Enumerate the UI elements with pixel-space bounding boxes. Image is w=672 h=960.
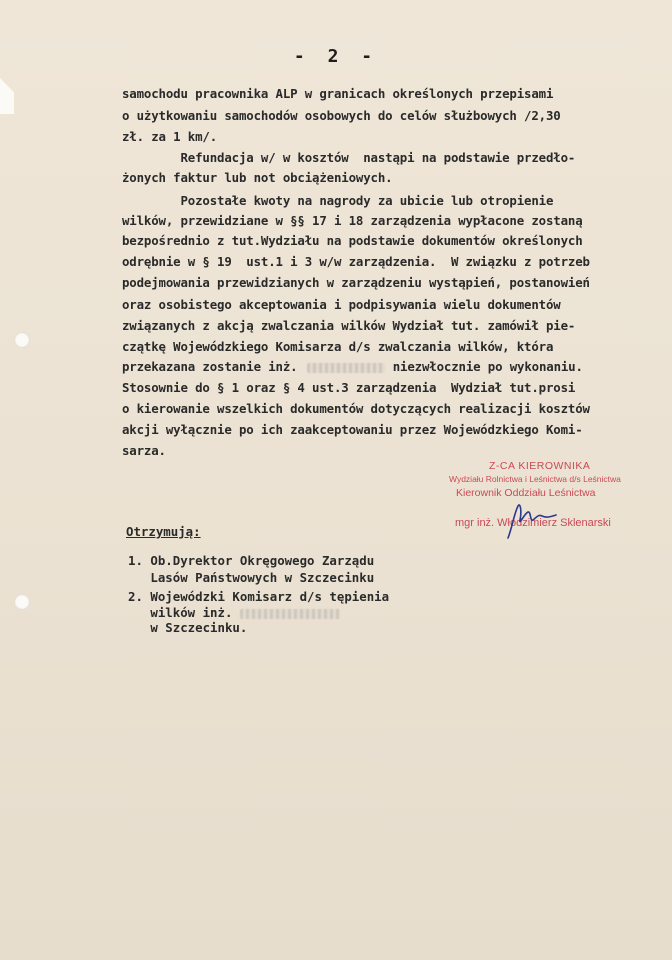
redacted-name: [240, 609, 340, 619]
body-line: Stosownie do § 1 oraz § 4 ust.3 zarządzenia Wydział tut.prosi: [122, 380, 576, 395]
body-line: sarza.: [122, 443, 166, 458]
body-line: bezpośrednio z tut.Wydziału na podstawie dokumentów określonych: [122, 233, 583, 248]
body-line: podejmowania przewidzianych w zarządzeniu wystąpień, postanowień: [122, 275, 590, 290]
recipient-1-line-2: Lasów Państwowych w Szczecinku: [128, 570, 375, 585]
stamp-signer-name: mgr inż. Włodzimierz Sklenarski: [455, 517, 611, 529]
body-line: oraz osobistego akceptowania i podpisywania wielu dokumentów: [122, 297, 561, 312]
recipient-1-line-1: 1. Ob.Dyrektor Okręgowego Zarządu: [128, 553, 375, 568]
body-line: związanych z akcją zwalczania wilków Wydział tut. zamówił pie-: [122, 318, 576, 333]
body-line-redacted: [122, 359, 583, 374]
recipient-2-line-1: 2. Wojewódzki Komisarz d/s tępienia: [128, 589, 390, 604]
body-line: zł. za 1 km/.: [122, 129, 218, 144]
recipients-label: Otrzymują:: [126, 524, 201, 539]
body-line: o kierowanie wszelkich dokumentów dotyczących realizacji kosztów: [122, 401, 590, 416]
page-number: - 2 -: [293, 46, 379, 67]
stamp-department: Wydziału Rolnictwa i Leśnictwa d/s Leśnictwa: [449, 474, 621, 484]
body-line: odrębnie w § 19 ust.1 i 3 w/w zarządzenia. W związku z potrzeb: [122, 254, 590, 269]
body-line: wilków, przewidziane w §§ 17 i 18 zarządzenia wypłacone zostaną: [122, 213, 583, 228]
body-line: Refundacja w/ w kosztów nastąpi na podstawie przedło-: [122, 150, 576, 165]
body-line: żonych faktur lub not obciążeniowych.: [122, 170, 393, 185]
handwritten-signature: [500, 500, 560, 540]
punch-hole-bottom: [14, 594, 30, 610]
recipient-2-line-3: w Szczecinku.: [128, 620, 248, 635]
body-line: akcji wyłącznie po ich zaakceptowaniu przez Wojewódzkiego Komi-: [122, 422, 583, 437]
redacted-name: [307, 363, 385, 373]
recipient-2-line-2: [128, 605, 340, 620]
body-line-tail: niezwłocznie po wykonaniu.: [385, 359, 583, 374]
body-line: czątkę Wojewódzkiego Komisarza d/s zwalczania wilków, która: [122, 339, 554, 354]
paper-edge-tear: [0, 78, 14, 114]
body-line: Pozostałe kwoty na nagrody za ubicie lub otropienie: [122, 193, 554, 208]
body-line-head: przekazana zostanie inż.: [122, 359, 298, 374]
stamp-title: Z-CA KIEROWNIKA: [489, 460, 591, 472]
stamp-position: Kierownik Oddziału Leśnictwa: [456, 487, 596, 499]
body-line: o użytkowaniu samochodów osobowych do celów służbowych /2,30: [122, 108, 561, 123]
body-line: samochodu pracownika ALP w granicach określonych przepisami: [122, 86, 554, 101]
punch-hole-top: [14, 332, 30, 348]
recipient-2-line-2-text: wilków inż.: [128, 605, 233, 620]
